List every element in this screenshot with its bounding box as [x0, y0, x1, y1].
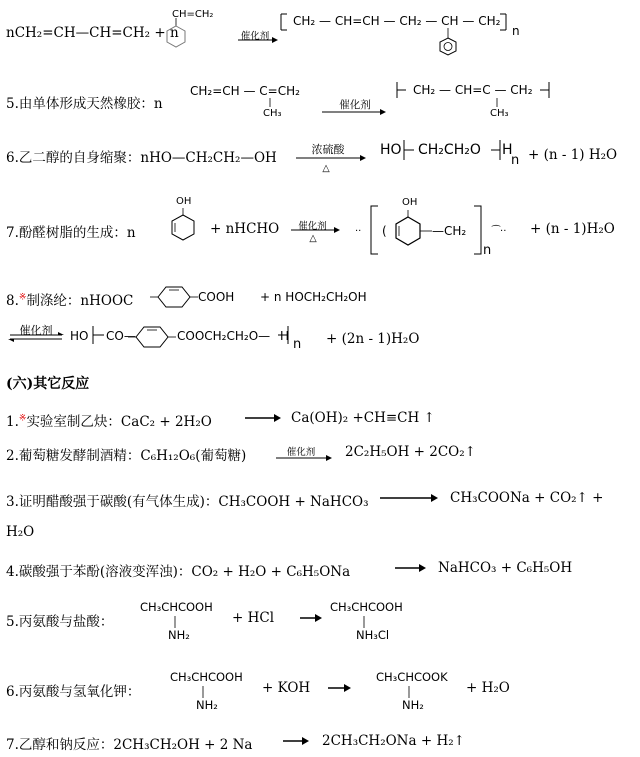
- r6-water: + (n - 1) H₂O: [528, 147, 618, 163]
- o6-koh: + KOH: [262, 680, 311, 696]
- r6-h: H: [502, 142, 513, 158]
- o6-product-amine: NH₂: [402, 698, 424, 712]
- o2-catalyst: 催化剂: [286, 447, 316, 458]
- r7-product-oh: OH: [402, 197, 418, 208]
- r5-monomer: CH₂=CH — C=CH₂: [190, 84, 300, 98]
- r8-water: + (2n - 1)H₂O: [326, 331, 420, 347]
- r8-cooh: COOH: [198, 290, 235, 304]
- r7-water: + (n - 1)H₂O: [530, 221, 615, 237]
- r8-ester: COOCH₂CH₂O—: [177, 329, 271, 343]
- svg-text:⁀··: ⁀··: [492, 226, 507, 237]
- r5-methyl: CH₃: [263, 108, 282, 119]
- o1-reactants: 实验室制乙炔：CaC₂ + 2H₂O: [26, 414, 212, 430]
- o6-product: CH₃CHCOOK: [376, 670, 448, 684]
- o6-reactant: CH₃CHCOOH: [170, 670, 243, 684]
- r6-reagent: 浓硫酸: [311, 143, 345, 156]
- r8-star: ※: [18, 292, 27, 303]
- r8-co: CO—: [106, 329, 136, 343]
- r7-n: n: [483, 243, 492, 258]
- section-heading: (六)其它反应: [6, 376, 90, 392]
- r8-label: 制涤纶：nHOOC: [26, 293, 134, 309]
- r6-heat: △: [322, 163, 330, 174]
- o7-products: 2CH₃CH₂ONa + H₂↑: [322, 733, 465, 749]
- o4-reactants: 4.碳酸强于苯酚(溶液变浑浊)：CO₂ + H₂O + C₆H₅ONa: [6, 564, 351, 580]
- r7-bracket-left: (: [382, 224, 387, 238]
- o6-label: 6.丙氨酸与氢氧化钾：: [6, 684, 141, 700]
- r6-n: n: [511, 153, 520, 168]
- r8-ho: HO: [70, 329, 89, 343]
- r8-num: 8.: [6, 293, 19, 309]
- o7-reactants: 7.乙醇和钠反应：2CH₃CH₂OH + 2 Na: [6, 737, 253, 753]
- r7-ch2: —CH₂: [432, 224, 467, 238]
- svg-text:··: ··: [355, 226, 362, 237]
- o2-reactants: 2.葡萄糖发酵制酒精：C₆H₁₂O₆(葡萄糖): [6, 448, 247, 464]
- r8-catalyst: 催化剂: [19, 324, 53, 337]
- r7-oh: OH: [176, 196, 192, 207]
- o5-product: CH₃CHCOOH: [330, 600, 403, 614]
- o1-products: Ca(OH)₂ +CH≡CH ↑: [291, 410, 435, 426]
- r8-glycol: + n HOCH₂CH₂OH: [260, 290, 367, 304]
- o1-num: 1.: [6, 414, 19, 430]
- r7-catalyst: 催化剂: [298, 221, 327, 232]
- r4-n: n: [512, 24, 520, 38]
- o1-star: ※: [18, 413, 27, 424]
- r7-label: 7.酚醛树脂的生成：n: [6, 225, 136, 241]
- r7-hcho: + nHCHO: [210, 221, 280, 237]
- r8-n: n: [293, 337, 302, 352]
- r5-product-methyl: CH₃: [490, 108, 509, 119]
- o6-reactant-amine: NH₂: [196, 698, 218, 712]
- o5-reactant-amine: NH₂: [168, 628, 190, 642]
- r6-unit: CH₂CH₂O: [418, 142, 481, 158]
- o6-water: + H₂O: [466, 680, 510, 696]
- r4-reactants: nCH₂=CH—CH=CH₂ + n: [6, 25, 179, 41]
- r6-ho: HO: [380, 142, 402, 158]
- r5-label: 5.由单体形成天然橡胶：n: [6, 96, 163, 112]
- r6-label: 6.乙二醇的自身缩聚：nHO—CH₂CH₂—OH: [6, 150, 277, 166]
- r5-catalyst: 催化剂: [339, 99, 371, 111]
- r7-heat: △: [309, 233, 317, 244]
- o5-label: 5.丙氨酸与盐酸：: [6, 614, 114, 630]
- r4-styrene-vinyl: CH=CH₂: [172, 9, 214, 20]
- r4-catalyst: 催化剂: [240, 31, 270, 42]
- o5-reactant: CH₃CHCOOH: [140, 600, 213, 614]
- o3-products: CH₃COONa + CO₂↑ +: [450, 490, 604, 506]
- o4-products: NaHCO₃ + C₆H₅OH: [438, 560, 573, 576]
- r8-h: H: [280, 329, 290, 343]
- o3-reactants: 3.证明醋酸强于碳酸(有气体生成)：CH₃COOH + NaHCO₃: [6, 494, 369, 510]
- r4-product: CH₂ — CH=CH — CH₂ — CH — CH₂: [293, 14, 501, 28]
- o5-hcl: + HCl: [232, 610, 275, 626]
- r5-product: CH₂ — CH=C — CH₂: [413, 83, 533, 97]
- o3-products-cont: H₂O: [6, 524, 35, 540]
- o2-products: 2C₂H₅OH + 2CO₂↑: [345, 444, 476, 460]
- o5-product-ammonium: NH₃Cl: [356, 628, 390, 642]
